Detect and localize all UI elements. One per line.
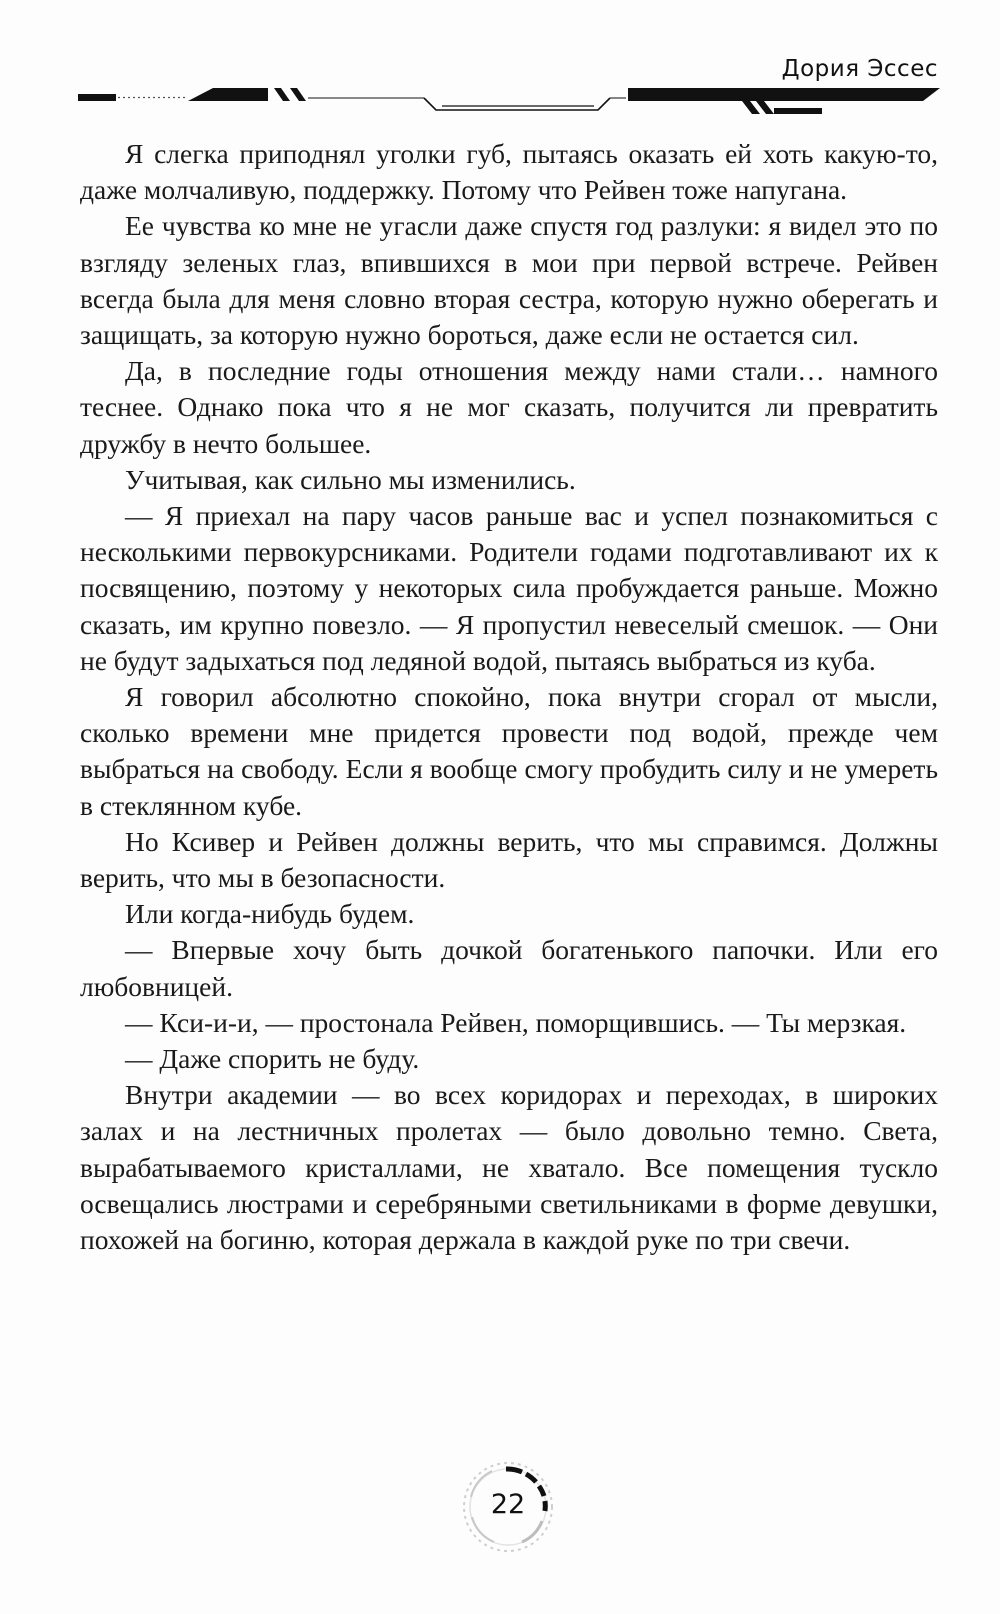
header-decorative-rule bbox=[78, 84, 940, 118]
paragraph: — Я приехал на пару часов раньше вас и успел познакомиться с несколькими первокурсниками. Родители годами подготавливают их к посвящению, поэтому у некоторых сила пробуждается раньше. Можно сказать, им крупно повезло. — Я пропустил невеселый смешок. — Они не будут задыхаться под ледяной водой, пытаясь выбраться из куба. bbox=[80, 500, 938, 676]
paragraph: Учитывая, как сильно мы изменились. bbox=[125, 463, 576, 495]
page-number-badge bbox=[456, 1455, 560, 1559]
paragraph: Ее чувства ко мне не угасли даже спустя год разлуки: я видел это по взгляду зеленых глаз, впившихся в мои при первой встрече. Рейвен всегда была для меня словно вторая сестра, которую нужно оберегать и защищать, за которую нужно бороться, даже если не остается сил. bbox=[80, 210, 938, 351]
page-number: 22 bbox=[490, 1489, 526, 1520]
paragraph: Я говорил абсолютно спокойно, пока внутри сгорал от мысли, сколько времени мне придется провести под водой, прежде чем выбраться на свободу. Если я вообще смогу пробудить силу и не умереть в стеклянном кубе. bbox=[80, 681, 938, 821]
paragraph: — Впервые хочу быть дочкой богатенького папочки. Или его любовницей. bbox=[80, 934, 938, 1002]
paragraph: — Даже спорить не буду. bbox=[125, 1043, 420, 1075]
paragraph: Но Ксивер и Рейвен должны верить, что мы справимся. Должны верить, что мы в безопасности. bbox=[80, 825, 938, 894]
paragraph: Я слегка приподнял уголки губ, пытаясь оказать ей хоть какую-то, даже молчаливую, поддержку. Потому что Рейвен тоже напугана. bbox=[80, 138, 938, 206]
paragraph: Да, в последние годы отношения между нами стали… намного теснее. Однако пока что я не мог сказать, получится ли превратить дружбу в нечто большее. bbox=[80, 355, 938, 459]
body-text bbox=[80, 136, 938, 1258]
running-head-author: Дория Эссес bbox=[781, 56, 938, 82]
paragraph: — Кси-и-и, — простонала Рейвен, поморщившись. — Ты мерзкая. bbox=[125, 1006, 907, 1038]
paragraph: Или когда-нибудь будем. bbox=[125, 898, 415, 930]
paragraph: Внутри академии — во всех коридорах и переходах, в широких залах и на лестничных пролетах — было довольно темно. Света, вырабатываемого кристаллами, не хватало. Все помещения тускло освещались люстрами и серебряными светильниками в форме девушки, похожей на богиню, которая держала в каждой руке по три свечи. bbox=[80, 1079, 938, 1256]
